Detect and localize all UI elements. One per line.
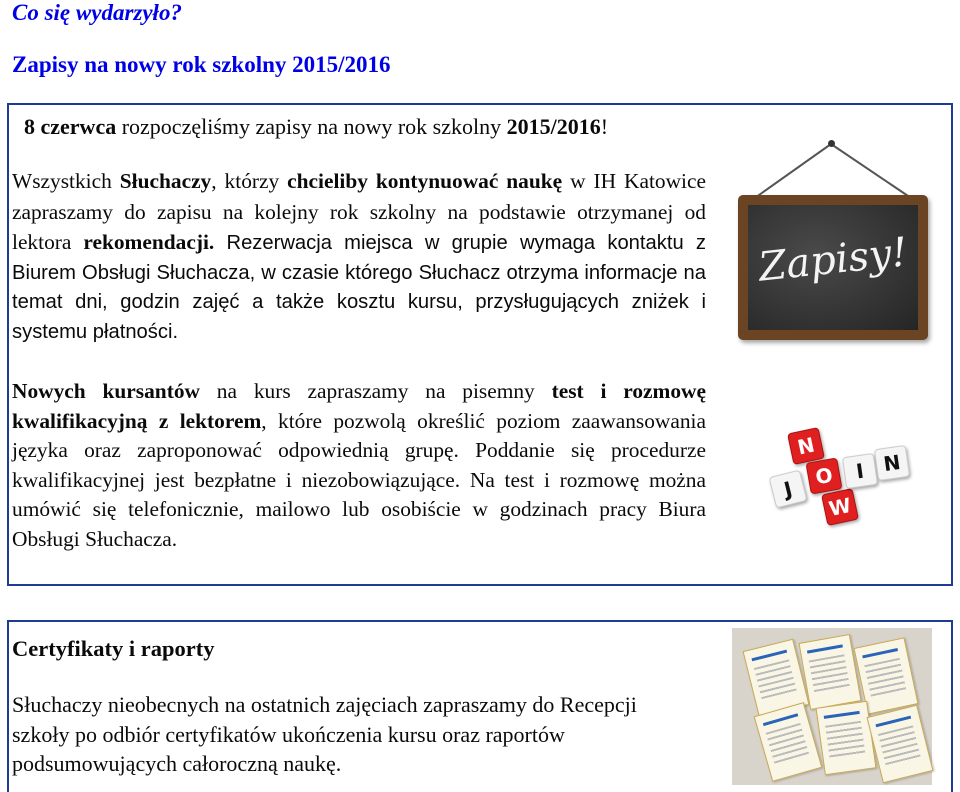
chalkboard-frame: [738, 195, 928, 340]
tile-o: O: [805, 457, 842, 494]
page-title: Co się wydarzyło?: [12, 0, 182, 25]
certificate-sheet: [816, 701, 877, 776]
p1-text-e: w IH Katowice zapraszamy do zapisu na kolejny rok szkolny na podstawie otrzymanej od lektora: [12, 169, 706, 254]
intro-date: 8 czerwca: [24, 114, 117, 139]
p2-text-b: na kurs zapraszamy na pisemny: [199, 379, 552, 403]
p1-text-g: Rezerwacja miejsca w grupie wymaga kontaktu z Biurem Obsługi Słuchacza, w czasie którego Słuchacz otrzyma informacje na temat dni, godzin zajęć a także kosztu kursu, przysługujących zniżek i systemu płatności.: [12, 232, 706, 343]
paragraph-new-students: [12, 377, 706, 554]
certificates-image: [732, 628, 932, 785]
certificates-text: Słuchaczy nieobecnych na ostatnich zajęciach zapraszamy do Recepcji szkoły po odbiór certyfikatów ukończenia kursu oraz raportów podsumowujących całoroczną naukę.: [12, 692, 637, 776]
tile-n2: N: [874, 445, 910, 481]
intro-end: !: [600, 114, 609, 139]
p2-bold-c: test i rozmowę kwalifikacyjną z lektorem: [12, 379, 706, 433]
chalkboard-text: Zapisy!: [756, 229, 910, 291]
paragraph-returning-students: [12, 167, 706, 347]
intro-line: [24, 114, 608, 140]
intro-year: 2015/2016: [506, 114, 601, 139]
tile-i: I: [842, 453, 878, 489]
section-heading: Zapisy na nowy rok szkolny 2015/2016: [12, 52, 391, 77]
nail-icon: [828, 140, 835, 147]
intro-text: rozpoczęliśmy zapisy na nowy rok szkolny: [116, 114, 507, 139]
tile-w: W: [821, 488, 859, 526]
p2-bold-a: Nowych kursantów: [12, 379, 200, 403]
chalkboard-image: [730, 140, 942, 350]
join-now-tiles-image: [760, 425, 930, 535]
chalkboard-surface: [748, 205, 918, 330]
p1-bold-f: rekomendacji.: [83, 230, 215, 254]
p2-text-d: , które pozwolą określić poziom zaawansowania języka oraz zaproponować odpowiednią grupę. Poddanie się procedurze kwalifikacyjnej jest bezpłatne i niezobowiązujące. Na test i rozmowę można umówić się telefonicznie, mailowo lub osobiście w godzinach pracy Biura Obsługi Słuchacza.: [12, 408, 706, 551]
p1-bold-b: Słuchaczy: [119, 169, 212, 193]
p1-text-a: Wszystkich: [12, 169, 120, 193]
tile-j: J: [769, 470, 808, 509]
p1-text-c: , którzy: [211, 169, 288, 193]
p1-bold-d: chcieliby kontynuować naukę: [287, 169, 563, 193]
tile-n: N: [787, 427, 825, 465]
certificates-heading: Certyfikaty i raporty: [12, 636, 215, 661]
